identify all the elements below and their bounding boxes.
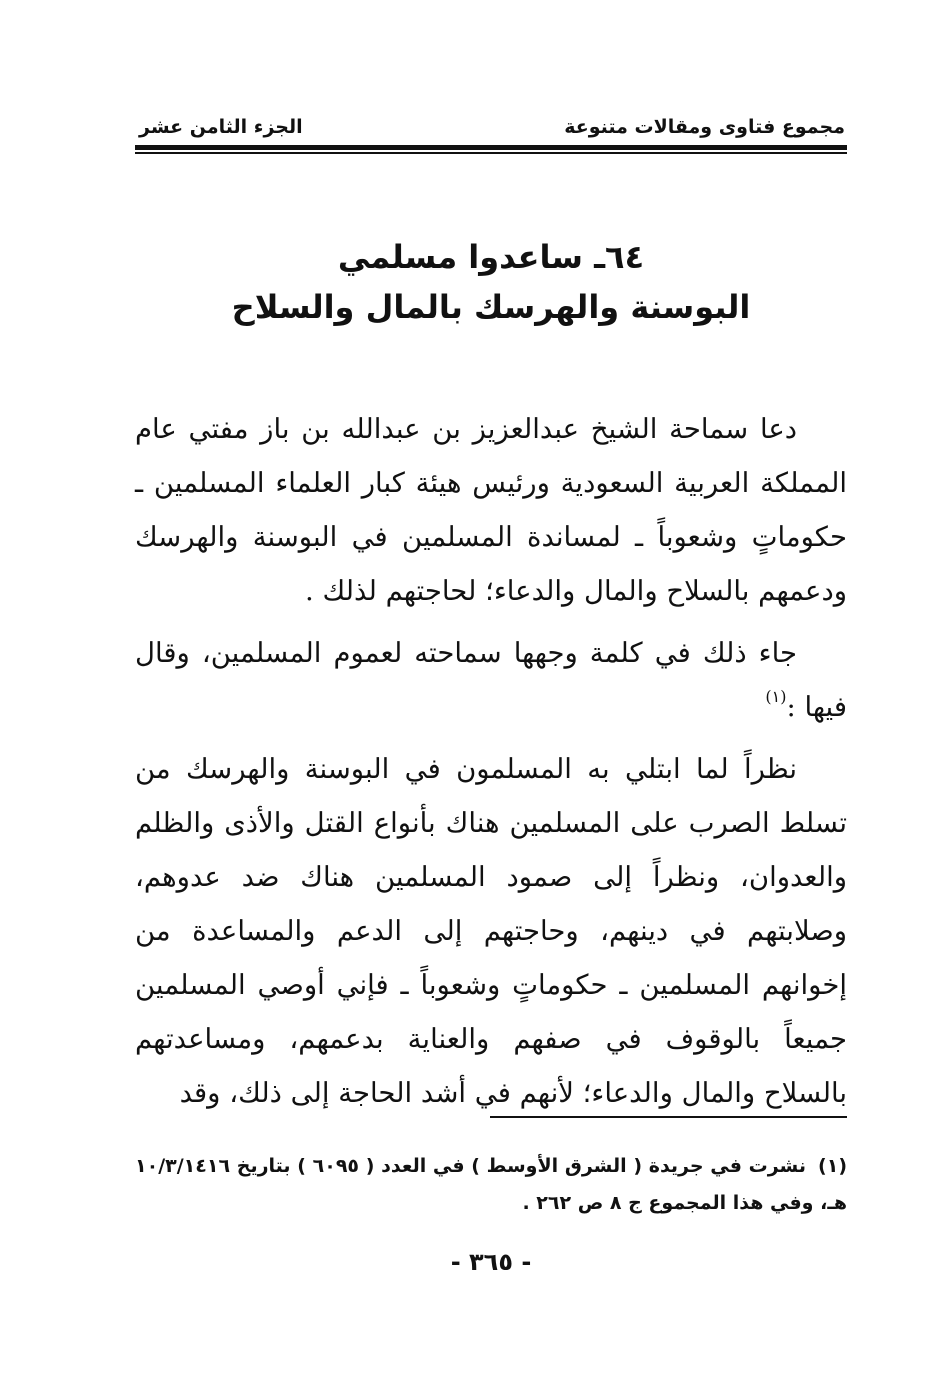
- page-number: - ٣٦٥ -: [450, 1248, 532, 1276]
- footnote-separator: [490, 1116, 847, 1118]
- article-title-line-1: ٦٤ـ ساعدوا مسلمي: [337, 238, 645, 276]
- footnote-text: نشرت في جريدة ( الشرق الأوسط ) في العدد ( ٦٠٩٥ ) بتاريخ ١٠/٣/١٤١٦ هـ، وفي هذا المجموع ج ٨ ص ٢٦٢ .: [135, 1155, 847, 1214]
- header-rule-thin: [135, 152, 847, 154]
- article-body: [135, 402, 847, 1128]
- header-rule-thick: [135, 145, 847, 150]
- article-title: [135, 232, 847, 332]
- running-header: [135, 112, 847, 142]
- book-title: مجموع فتاوى ومقالات متنوعة: [564, 116, 845, 138]
- footnote-reference[interactable]: (١): [765, 686, 787, 706]
- footnote-number: (١): [818, 1155, 847, 1177]
- volume-label: الجزء الثامن عشر: [139, 116, 303, 138]
- body-paragraph-2: [135, 626, 847, 734]
- body-paragraph-3: نظراً لما ابتلي به المسلمون في البوسنة والهرسك من تسلط الصرب على المسلمين هناك بأنواع القتل والأذى والظلم والعدوان، ونظراً إلى صمود المسلمين هناك ضد عدوهم، وصلابتهم في دينهم، وحاجتهم إلى الدعم والمساعدة من إخوانهم المسلمين ـ حكوماتٍ وشعوباً ـ فإني أوصي المسلمين جميعاً بالوقوف في صفهم والعناية بدعمهم، ومساعدتهم بالسلاح والمال والدعاء؛ لأنهم في أشد الحاجة إلى ذلك، وقد: [135, 753, 847, 1109]
- body-paragraph-2-text: جاء ذلك في كلمة وجهها سماحته لعموم المسلمين، وقال فيها :: [135, 637, 847, 723]
- article-title-line-2: البوسنة والهرسك بالمال والسلاح: [231, 288, 751, 326]
- footnote: [135, 1148, 847, 1222]
- body-paragraph-1: دعا سماحة الشيخ عبدالعزيز بن عبدالله بن باز مفتي عام المملكة العربية السعودية ورئيس هيئة كبار العلماء المسلمين ـ حكوماتٍ وشعوباً ـ لمساندة المسلمين في البوسنة والهرسك ودعمهم بالسلاح والمال والدعاء؛ لحاجتهم لذلك .: [135, 413, 847, 607]
